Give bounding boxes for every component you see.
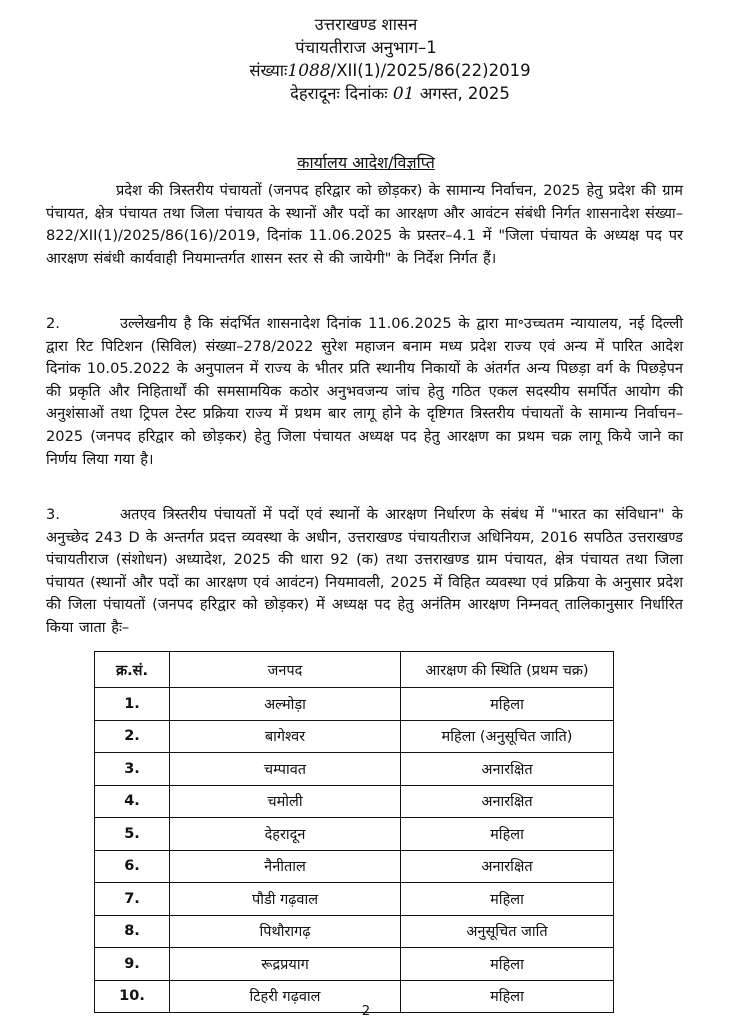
cell-reservation: अनारक्षित [401,850,614,883]
cell-sno: 10. [95,980,170,1013]
cell-sno: 8. [95,915,170,948]
cell-district: पिथौरागढ़ [170,915,401,948]
col-header-reservation: आरक्षण की स्थिति (प्रथम चक्र) [401,652,614,688]
order-date-label: देहरादूनः दिनांकः [290,84,388,103]
cell-reservation: महिला (अनुसूचित जाति) [401,720,614,753]
cell-district: बागेश्वर [170,720,401,753]
cell-sno: 7. [95,883,170,916]
cell-district: देहरादून [170,818,401,851]
cell-sno: 3. [95,753,170,786]
cell-district: रूद्रप्रयाग [170,948,401,981]
cell-district: नैनीताल [170,850,401,883]
order-number-label: संख्याः [249,61,288,80]
cell-sno: 6. [95,850,170,883]
table-row [95,720,614,753]
cell-sno: 4. [95,785,170,818]
table-row [95,883,614,916]
cell-district: चमोली [170,785,401,818]
table-row [95,818,614,851]
table-row [95,785,614,818]
cell-reservation: अनारक्षित [401,753,614,786]
cell-reservation: महिला [401,688,614,721]
cell-sno: 5. [95,818,170,851]
order-number [24,60,732,82]
order-number-rest: /XII(1)/2025/86(22)2019 [330,61,531,80]
table-row [95,688,614,721]
page-number: 2 [361,1004,371,1019]
govt-heading: उत्तराखण्ड शासन [314,15,418,34]
paragraph-1: प्रदेश की त्रिस्तरीय पंचायतों (जनपद हरिद्वार को छोड़कर) के सामान्य निर्वाचन, 2025 हेतु प्रदेश की ग्राम पंचायत, क्षेत्र पंचायत तथा जिला पंचायत के स्थानों और पदों का आरक्षण और आवंटन संबंधी निर्गत शासनादेश संख्या–822/XII(1)/2025/86(16)/2019, दिनांक 11.06.2025 के प्रस्तर–4.1 में "जिला पंचायत के अध्यक्ष पद पर आरक्षण संबंधी कार्यवाही नियमान्तर्गत शासन स्तर से की जायेगी" के निर्देश निर्गत हैं। [46,182,683,267]
order-date-rest: अगस्त, 2025 [419,84,510,103]
handwritten-number: 1088 [287,61,331,81]
document-title: कार्यालय आदेश/विज्ञप्ति [297,153,435,172]
cell-sno: 2. [95,720,170,753]
col-header-sno: क्र.सं. [95,652,170,688]
paragraph-3: 3. अतएव त्रिस्तरीय पंचायतों में पदों एवं स्थानों के आरक्षण निर्धारण के संबंध में "भारत का संविधान" के अनुच्छेद 243 D के अन्तर्गत प्रदत्त व्यवस्था के अधीन, उत्तराखण्ड पंचायतीराज अधिनियम, 2016 सपठित उत्तराखण्ड पंचायतीराज (संशोधन) अध्यादेश, 2025 की धारा 92 (क) तथा उत्तराखण्ड ग्राम पंचायत, क्षेत्र पंचायत तथा जिला पंचायत (स्थानों और पदों का आरक्षण एवं आवंटन) नियमावली, 2025 में विहित व्यवस्था एवं प्रक्रिया के अनुसार प्रदेश की जिला पंचायतों (जनपद हरिद्वार को छोड़कर) में अध्यक्ष पद हेतु अनंतिम आरक्षण निम्नवत् तालिकानुसार निर्धारित किया जाता हैः– [46,506,683,636]
section-heading: पंचायतीराज अनुभाग–1 [295,38,437,57]
order-date [34,83,732,105]
col-header-district: जनपद [170,652,401,688]
cell-district: अल्मोड़ा [170,688,401,721]
handwritten-date: 01 [392,84,415,104]
cell-district: पौडी गढ़वाल [170,883,401,916]
cell-reservation: महिला [401,883,614,916]
table-header-row [95,652,614,688]
cell-reservation: महिला [401,818,614,851]
reservation-table [94,651,614,1013]
cell-district: टिहरी गढ़वाल [170,980,401,1013]
cell-district: चम्पावत [170,753,401,786]
paragraph-2: 2. उल्लेखनीय है कि संदर्भित शासनादेश दिनांक 11.06.2025 के द्वारा मा॰उच्चतम न्यायालय, नई दिल्ली द्वारा रिट पिटिशन (सिविल) संख्या–278/2022 सुरेश महाजन बनाम मध्य प्रदेश राज्य एवं अन्य में पारित आदेश दिनांक 10.05.2022 के अनुपालन में राज्य के भीतर प्रति स्थानीय निकायों के अंतर्गत अन्य पिछड़ा वर्ग के पिछड़ेपन की प्रकृति और निहितार्थों की समसामयिक कठोर अनुभवजन्य जांच हेतु गठित एकल सदस्यीय समर्पित आयोग की अनुशंसाओं तथा ट्रिपल टेस्ट प्रक्रिया राज्य में प्रथम बार लागू होने के दृष्टिगत त्रिस्तरीय पंचायतों के सामान्य निर्वाचन–2025 (जनपद हरिद्वार को छोड़कर) हेतु जिला पंचायत अध्यक्ष पद हेतु आरक्षण का प्रथम चक्र लागू किये जाने का निर्णय लिया गया है। [46,315,683,468]
cell-sno: 1. [95,688,170,721]
table-row [95,850,614,883]
cell-reservation: महिला [401,980,614,1013]
cell-sno: 9. [95,948,170,981]
table-row [95,915,614,948]
cell-reservation: अनुसूचित जाति [401,915,614,948]
table-row [95,948,614,981]
cell-reservation: महिला [401,948,614,981]
cell-reservation: अनारक्षित [401,785,614,818]
table-row [95,753,614,786]
